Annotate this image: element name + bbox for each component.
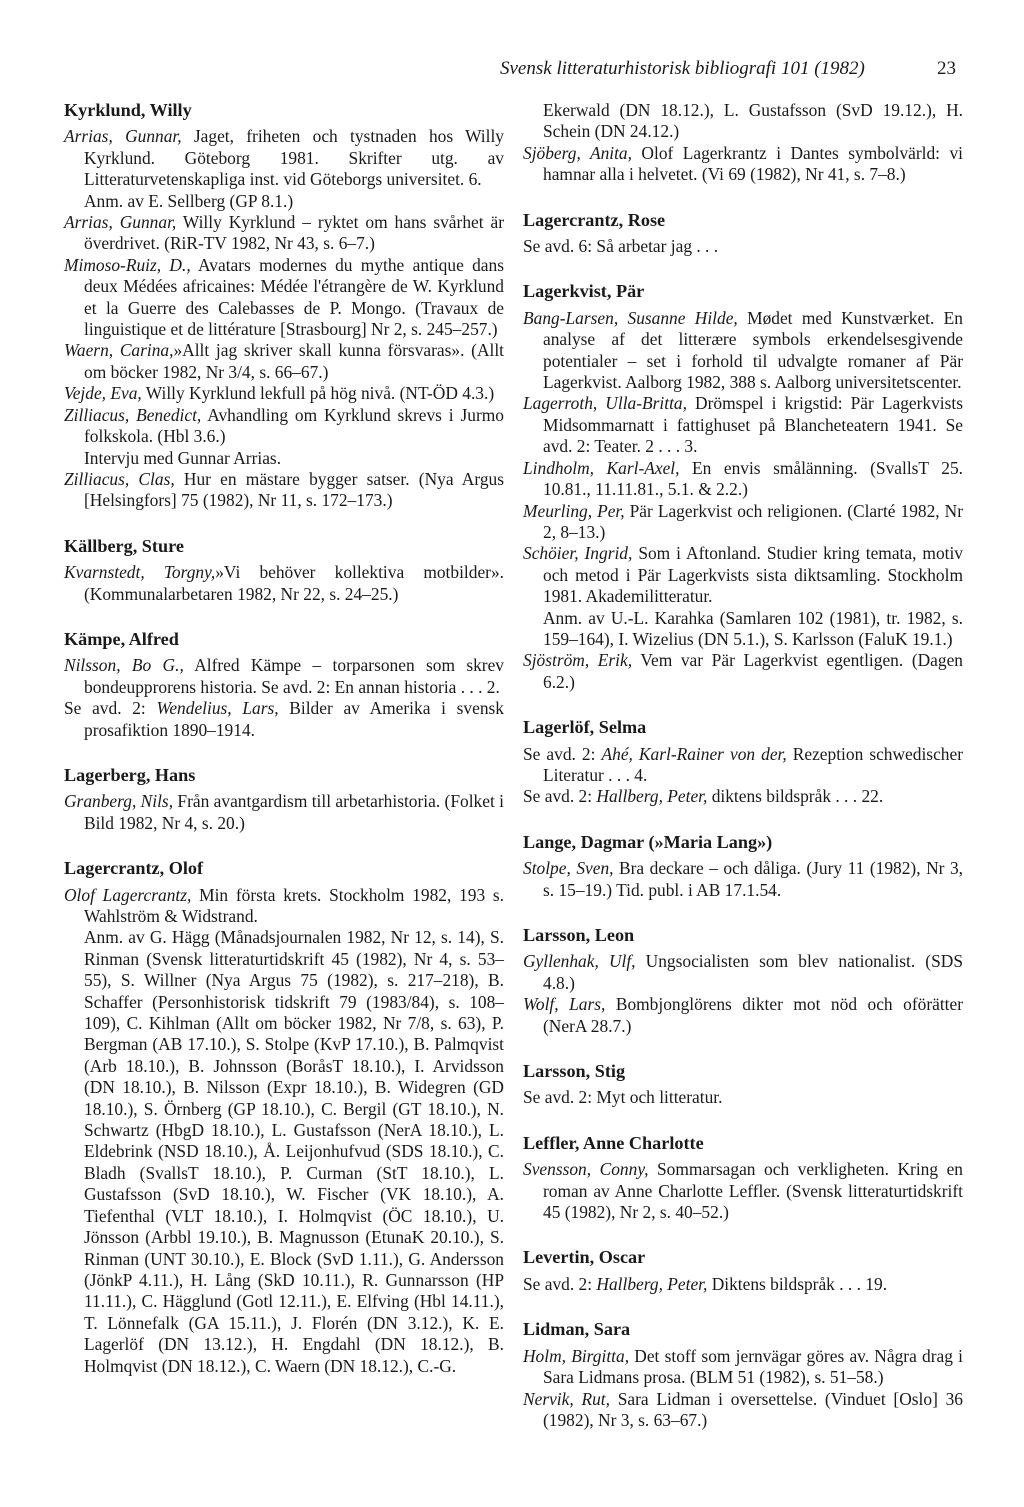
citation-text: Drömspel i krigstid: Pär Lagerkvists Midsommarnatt i fattighuset på Blancheteatern 1941. Se avd. 2: Teater. 2 . . . 3. xyxy=(543,393,963,457)
citation-author: Wolf, Lars, xyxy=(523,994,606,1015)
citation xyxy=(64,885,504,928)
citation-author: Stolpe, Sven, xyxy=(523,858,614,879)
citation xyxy=(64,126,504,190)
author-heading: Lange, Dagmar (»Maria Lang») xyxy=(523,831,773,852)
right-column xyxy=(523,100,963,1431)
cross-ref-title: Diktens bildspråk . . . 19. xyxy=(707,1273,888,1294)
citation-text: Bombjonglörens dikter mot nöd och oförätter (NerA 28.7.) xyxy=(543,994,963,1036)
citation xyxy=(64,791,504,834)
citation-text: Alfred Kämpe – torparsonen som skrev bondeupprorens historia. Se avd. 2: En annan historia . . . 2. xyxy=(84,655,504,697)
author-entry xyxy=(523,281,963,693)
citation-text: Avhandling om Kyrklund skrevs i Jurmo folkskola. (Hbl 3.6.) xyxy=(84,404,504,447)
citation-author: Holm, Birgitta, xyxy=(523,1345,630,1366)
author-heading: Lagercrantz, Rose xyxy=(523,209,666,230)
citation-text: Sommarsagan och verkligheten. Kring en roman av Anne Charlotte Leffler. (Svensk litteraturtidskrift 45 (1982), Nr 2, s. 40–52.) xyxy=(543,1159,963,1223)
entry-note xyxy=(64,448,504,469)
author-heading: Levertin, Oscar xyxy=(523,1247,646,1268)
citation-author: Sjöström, Erik, xyxy=(523,650,633,671)
author-entry xyxy=(523,1061,963,1109)
citation-text: Olof Lagerkrantz i Dantes symbolvärld: vi hamnar alla i helvetet. (Vi 69 (1982), Nr 41, s. 7–8.) xyxy=(543,142,963,185)
citation-author: Vejde, Eva, xyxy=(64,383,142,404)
citation-text: Ungsocialisten som blev nationalist. (SDS 4.8.) xyxy=(543,951,963,993)
author-heading: Lidman, Sara xyxy=(523,1319,631,1340)
citation-text: Willy Kyrklund – ryktet om hans svårhet är överdrivet. (RiR-TV 1982, Nr 43, s. 6–7.) xyxy=(84,212,504,254)
citation-author: Olof Lagercrantz, xyxy=(64,884,192,905)
citation-text: Pär Lagerkvist och religionen. (Clarté 1982, Nr 2, 8–13.) xyxy=(543,500,963,542)
citation-author: Nilsson, Bo G., xyxy=(64,655,184,676)
author-heading: Lagerberg, Hans xyxy=(64,764,196,785)
citation-text: Hur en mästare bygger satser. (Nya Argus [Helsingfors] 75 (1982), Nr 11, s. 172–173.) xyxy=(84,468,504,511)
left-column xyxy=(64,100,504,1377)
citation xyxy=(523,393,963,457)
citation-text: Se avd. 2: xyxy=(523,1273,597,1294)
citation-author: Waern, Carina, xyxy=(64,340,174,361)
cross-ref-author: Ahé, Karl-Rainer von der, xyxy=(601,743,787,764)
author-heading: Larsson, Stig xyxy=(523,1061,626,1082)
citation xyxy=(523,1087,963,1108)
author-entry xyxy=(523,1247,963,1295)
citation-author: Granberg, Nils, xyxy=(64,791,174,812)
citation xyxy=(64,655,504,698)
entry-note xyxy=(64,927,504,1377)
citation-author: Svensson, Conny, xyxy=(523,1159,649,1180)
cross-ref-title: Bilder av Amerika i svensk prosafiktion 1890–1914. xyxy=(84,698,504,740)
citation xyxy=(523,858,963,901)
author-heading: Lagerlöf, Selma xyxy=(523,717,647,738)
author-entry xyxy=(523,1133,963,1224)
citation-text: Se avd. 2: Myt och litteratur. xyxy=(523,1087,723,1108)
citation xyxy=(64,255,504,341)
entry-note xyxy=(64,191,504,212)
citation-text: »Allt jag skriver skall kunna försvaras». (Allt om böcker 1982, Nr 3/4, s. 66–67.) xyxy=(84,340,504,382)
citation xyxy=(523,501,963,544)
author-entry xyxy=(523,832,963,901)
citation-author: Gyllenhak, Ulf, xyxy=(523,951,636,972)
citation xyxy=(523,236,963,257)
citation-author: Schöier, Ingrid, xyxy=(523,543,633,564)
citation-text: Som i Aftonland. Studier kring temata, motiv och metod i Pär Lagerkvists sista diktsamling. Stockholm 1981. Akademilitteratur. xyxy=(543,543,963,607)
cross-ref-author: Wendelius, Lars, xyxy=(156,698,279,719)
citation xyxy=(64,383,504,404)
cross-ref-title: Rezeption schwedischer Literatur . . . 4. xyxy=(543,743,963,785)
author-entry xyxy=(523,717,963,808)
citation-text: Från avantgardism till arbetarhistoria. (Folket i Bild 1982, Nr 4, s. 20.) xyxy=(84,791,504,833)
running-header xyxy=(500,58,956,80)
cross-ref-author: Hallberg, Peter, xyxy=(596,786,708,807)
citation xyxy=(64,469,504,512)
citation-text: Anm. av U.-L. Karahka (Samlaren 102 (1981), tr. 1982, s. 159–164), I. Wizelius (DN 5.1.), S. Karlsson (FaluK 19.1.) xyxy=(543,607,963,649)
citation xyxy=(523,1346,963,1389)
citation-author: Sjöberg, Anita, xyxy=(523,142,632,163)
citation xyxy=(64,340,504,383)
citation-author: Zilliacus, Clas, xyxy=(64,468,175,489)
citation xyxy=(523,143,963,186)
author-heading: Källberg, Sture xyxy=(64,535,184,556)
citation xyxy=(64,405,504,448)
citation xyxy=(523,650,963,693)
author-entry xyxy=(64,536,504,605)
citation-text: Jaget, friheten och tystnaden hos Willy Kyrklund. Göteborg 1981. Skrifter utg. av Litteraturvetenskapliga inst. vid Göteborgs universitet. 6. xyxy=(84,126,504,190)
page-number: 23 xyxy=(937,58,956,79)
author-heading: Lagercrantz, Olof xyxy=(64,858,204,879)
citation xyxy=(64,212,504,255)
citation-text: Anm. av G. Hägg (Månadsjournalen 1982, Nr 12, s. 14), S. Rinman (Svensk litteraturtidskrift 45 (1982), Nr 4, s. 53–55), S. Willner (Nya Argus 75 (1982), s. 217–218), B. Schaffer (Personhistorisk tidskrift 79 (1983/84), s. 108–109), C. Kihlman (Allt om böcker 1982, Nr 7/8, s. 63), P. Bergman (AB 17.10.), S. Stolpe (KvP 17.10.), B. Palmqvist (Arb 18.10.), B. Johnsson (BoråsT 18.10.), I. Arvidsson (DN 18.10.), B. Nilsson (Expr 18.10.), B. Widegren (GD 18.10.), S. Örnberg (GP 18.10.), C. Bergil (GT 18.10.), N. Schwartz (HbgD 18.10.), L. Gustafsson (NerA 18.10.), L. Eldebrink (NSD 18.10.), Å. Leijonhufvud (SDS 18.10.), C. Bladh (SvallsT 18.10.), P. Curman (StT 18.10.), L. Gustafsson (SvD 18.10.), W. Fischer (VK 18.10.), A. Tiefenthal (VLT 18.10.), I. Holmqvist (ÖC 18.10.), U. Jönsson (Arbbl 19.10.), B. Magnusson (EtunaK 20.10.), S. Rinman (UNT 30.10.), E. Block (SvD 1.11.), G. Andersson (JönkP 4.11.), H. Lång (SkD 10.11.), R. Gunnarsson (HP 11.11.), C. Hägglund (Gotl 12.11.), E. Elfving (Hbl 14.11.), T. Lönnefalk (GA 15.11.), J. Florén (DN 3.12.), K. E. Lagerlöf (DN 13.12.), H. Engdahl (DN 18.12.), B. Holmqvist (DN 18.12.), C. Waern (DN 18.12.), C.-G. xyxy=(84,927,504,1376)
citation-author: Arrias, Gunnar, xyxy=(64,212,177,233)
author-entry xyxy=(64,629,504,741)
citation-text: Anm. av E. Sellberg (GP 8.1.) xyxy=(84,190,294,211)
author-entry xyxy=(523,1319,963,1431)
citation xyxy=(64,698,504,741)
cross-ref-author: Hallberg, Peter, xyxy=(596,1273,708,1294)
citation-text: Bra deckare – och dåliga. (Jury 11 (1982), Nr 3, s. 15–19.) Tid. publ. i AB 17.1.54. xyxy=(543,858,963,900)
citation-text: Sara Lidman i oversettelse. (Vinduet [Oslo] 36 (1982), Nr 3, s. 63–67.) xyxy=(543,1388,963,1430)
citation-text: Se avd. 2: xyxy=(523,743,602,764)
citation-text: Intervju med Gunnar Arrias. xyxy=(84,447,282,468)
cross-ref-title: diktens bildspråk . . . 22. xyxy=(707,786,884,807)
citation-author: Bang-Larsen, Susanne Hilde, xyxy=(523,307,738,328)
citation-author: Nervik, Rut, xyxy=(523,1388,610,1409)
citation-author: Kvarnstedt, Torgny, xyxy=(64,562,216,583)
citation-text: Min första krets. Stockholm 1982, 193 s. Wahlström & Widstrand. xyxy=(84,884,504,926)
author-heading: Kyrklund, Willy xyxy=(64,100,192,120)
citation-text: Willy Kyrklund lekfull på hög nivå. (NT-ÖD 4.3.) xyxy=(141,383,495,404)
running-title: Svensk litteraturhistorisk bibliografi 101 (1982) xyxy=(500,58,865,79)
citation-text: Avatars modernes du mythe antique dans deux Médées africaines: Médée l'étrangère de W. Kyrklund et la Guerre des Calebasses de P. Mongo. (Travaux de linguistique et de littérature [Strasbourg] Nr 2, s. 245–257.) xyxy=(84,254,504,340)
citation xyxy=(523,458,963,501)
citation-author: Lindholm, Karl-Axel, xyxy=(523,457,680,478)
citation-text: »Vi behöver kollektiva motbilder». (Kommunalarbetaren 1982, Nr 22, s. 24–25.) xyxy=(84,562,504,604)
citation xyxy=(523,1159,963,1223)
citation-author: Lagerroth, Ulla-Britta, xyxy=(523,393,687,414)
citation-text: Se avd. 2: xyxy=(64,698,157,719)
citation-author: Mimoso-Ruiz, D., xyxy=(64,254,191,275)
continuation-block xyxy=(523,100,963,186)
continuation-text: Ekerwald (DN 18.12.), L. Gustafsson (SvD 19.12.), H. Schein (DN 24.12.) xyxy=(543,100,963,142)
citation-text: En envis smålänning. (SvallsT 25. 10.81., 11.11.81., 5.1. & 2.2.) xyxy=(543,457,964,500)
citation-author: Arrias, Gunnar, xyxy=(64,126,182,147)
author-heading: Lagerkvist, Pär xyxy=(523,281,645,302)
citation xyxy=(523,744,963,787)
author-entry xyxy=(64,100,504,512)
citation-text: Vem var Pär Lagerkvist egentligen. (Dagen 6.2.) xyxy=(543,650,963,692)
citation xyxy=(523,308,963,394)
entry-note xyxy=(523,608,963,651)
citation-author: Meurling, Per, xyxy=(523,500,625,521)
citation-text: Se avd. 2: xyxy=(523,786,597,807)
citation xyxy=(523,994,963,1037)
author-heading: Kämpe, Alfred xyxy=(64,628,179,649)
citation-text: Se avd. 6: Så arbetar jag . . . xyxy=(523,236,719,257)
citation xyxy=(523,1389,963,1432)
citation xyxy=(523,1274,963,1295)
author-entry xyxy=(64,765,504,834)
citation-author: Zilliacus, Benedict, xyxy=(64,404,202,425)
author-entry xyxy=(523,210,963,258)
citation xyxy=(523,786,963,807)
author-entry xyxy=(64,858,504,1377)
citation xyxy=(64,562,504,605)
citation xyxy=(523,543,963,607)
citation-text: Mødet med Kunstværket. En analyse af det litterære symbols erkendelsesgivende potentialer – set i forhold til udvalgte romaner af Pär Lagerkvist. Aalborg 1982, 388 s. Aalborg universitetscenter. xyxy=(543,307,963,393)
author-heading: Leffler, Anne Charlotte xyxy=(523,1132,704,1153)
author-heading: Larsson, Leon xyxy=(523,925,635,945)
citation xyxy=(523,951,963,994)
author-entry xyxy=(523,925,963,1037)
citation-text: Det stoff som jernvägar göres av. Några drag i Sara Lidmans prosa. (BLM 51 (1982), s. 51–58.) xyxy=(543,1345,963,1388)
